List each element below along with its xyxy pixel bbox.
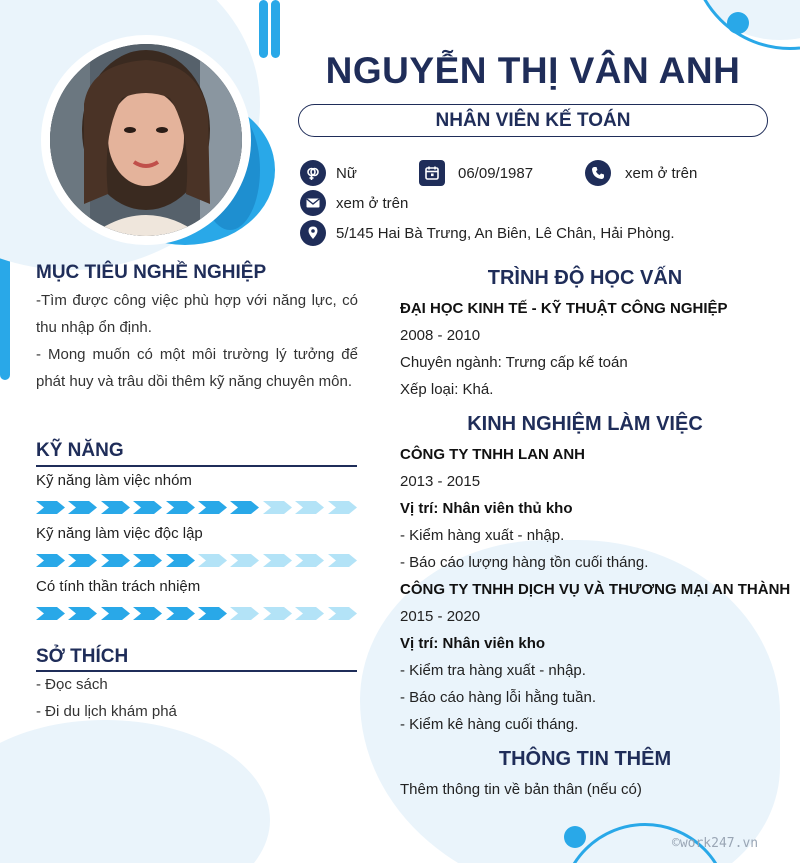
- contact-email: [300, 190, 408, 216]
- section-divider: [36, 465, 357, 467]
- skill-label: Kỹ năng làm việc độc lập: [36, 525, 203, 542]
- rating-arrow-empty: [295, 607, 324, 620]
- contact-address: [300, 220, 675, 246]
- rating-arrow-empty: [198, 554, 227, 567]
- rating-arrow-empty: [328, 501, 357, 514]
- rating-arrow-filled: [230, 501, 259, 514]
- rating-arrow-filled: [133, 501, 162, 514]
- job-period: 2015 - 2020: [400, 608, 481, 625]
- rating-arrow-filled: [68, 501, 97, 514]
- job-task: - Kiểm kê hàng cuối tháng.: [400, 716, 579, 733]
- hobby-item: - Đọc sách: [36, 676, 108, 693]
- gender-value: Nữ: [336, 164, 357, 182]
- rating-arrow-filled: [36, 501, 65, 514]
- section-divider: [36, 670, 357, 672]
- job-position: Vị trí: Nhân viên thủ kho: [400, 500, 573, 517]
- rating-arrow-empty: [263, 501, 292, 514]
- contact-birthday: [419, 160, 533, 186]
- avatar-photo: [50, 44, 242, 236]
- phone-icon: [585, 160, 611, 186]
- skill-label: Có tính thần trách nhiệm: [36, 578, 201, 595]
- rating-arrow-filled: [133, 554, 162, 567]
- objective-line2: - Mong muốn có một môi trường lý tưởng để phát huy và trâu dồi thêm kỹ năng chuyên môn.: [36, 346, 358, 390]
- objective-line1: -Tìm được công việc phù hợp với năng lực, có thu nhập ổn định.: [36, 292, 358, 336]
- rating-arrow-filled: [198, 607, 227, 620]
- decor-dot: [727, 12, 749, 34]
- email-value: xem ở trên: [336, 194, 409, 212]
- skill-rating: [36, 554, 360, 567]
- skill-rating: [36, 607, 360, 620]
- rating-arrow-empty: [295, 554, 324, 567]
- rating-arrow-empty: [263, 607, 292, 620]
- skills-title: KỸ NĂNG: [36, 440, 124, 461]
- phone-value: xem ở trên: [625, 164, 698, 182]
- school-name: ĐẠI HỌC KINH TẾ - KỸ THUẬT CÔNG NGHIỆP: [400, 300, 728, 317]
- candidate-name: NGUYỄN THỊ VÂN ANH: [325, 50, 741, 91]
- rating-arrow-empty: [295, 501, 324, 514]
- education-major: Chuyên ngành: Trưng cấp kế toán: [400, 354, 628, 371]
- watermark: ©work247.vn: [672, 836, 759, 851]
- location-icon: [300, 220, 326, 246]
- rating-arrow-filled: [68, 554, 97, 567]
- decor-dot: [564, 826, 586, 848]
- address-value: 5/145 Hai Bà Trưng, An Biên, Lê Chân, Hải Phòng.: [336, 224, 675, 242]
- decor-bar: [271, 0, 280, 58]
- rating-arrow-filled: [166, 607, 195, 620]
- rating-arrow-empty: [230, 607, 259, 620]
- job-position: Vị trí: Nhân viên kho: [400, 635, 546, 652]
- rating-arrow-filled: [101, 501, 130, 514]
- rating-arrow-filled: [166, 554, 195, 567]
- job-task: - Báo cáo hàng lỗi hằng tuần.: [400, 689, 596, 706]
- job-task: - Kiểm tra hàng xuất - nhập.: [400, 662, 586, 679]
- education-rank: Xếp loại: Khá.: [400, 381, 494, 398]
- contact-gender: [300, 160, 357, 186]
- rating-arrow-empty: [230, 554, 259, 567]
- additional-title: THÔNG TIN THÊM: [498, 748, 672, 770]
- rating-arrow-empty: [328, 607, 357, 620]
- avatar: [41, 35, 251, 245]
- education-period: 2008 - 2010: [400, 327, 481, 344]
- job-task: - Báo cáo lượng hàng tồn cuối tháng.: [400, 554, 649, 571]
- email-icon: [300, 190, 326, 216]
- bg-blob: [0, 720, 270, 863]
- decor-bar: [259, 0, 268, 58]
- job-task: - Kiểm hàng xuất - nhập.: [400, 527, 565, 544]
- rating-arrow-empty: [263, 554, 292, 567]
- experience-title: KINH NGHIỆM LÀM VIỆC: [467, 413, 703, 435]
- skill-rating: [36, 501, 360, 514]
- rating-arrow-filled: [36, 607, 65, 620]
- contact-phone: [585, 160, 697, 186]
- hobby-item: - Đi du lịch khám phá: [36, 703, 177, 720]
- rating-arrow-filled: [198, 501, 227, 514]
- job-period: 2013 - 2015: [400, 473, 481, 490]
- calendar-icon: [419, 160, 445, 186]
- job-title: NHÂN VIÊN KẾ TOÁN: [298, 104, 768, 137]
- objective-title: MỤC TIÊU NGHỀ NGHIỆP: [36, 262, 267, 283]
- additional-text: Thêm thông tin về bản thân (nếu có): [400, 781, 642, 798]
- company-name: CÔNG TY TNHH LAN ANH: [400, 446, 585, 463]
- rating-arrow-filled: [36, 554, 65, 567]
- rating-arrow-filled: [166, 501, 195, 514]
- gender-icon: [300, 160, 326, 186]
- rating-arrow-filled: [101, 607, 130, 620]
- hobbies-title: SỞ THÍCH: [36, 646, 129, 667]
- skill-label: Kỹ năng làm việc nhóm: [36, 472, 192, 489]
- education-title: TRÌNH ĐỘ HỌC VẤN: [487, 267, 683, 289]
- rating-arrow-empty: [328, 554, 357, 567]
- company-name: CÔNG TY TNHH DỊCH VỤ VÀ THƯƠNG MẠI AN THÀNH: [400, 581, 791, 598]
- rating-arrow-filled: [101, 554, 130, 567]
- rating-arrow-filled: [68, 607, 97, 620]
- birthday-value: 06/09/1987: [458, 164, 534, 182]
- rating-arrow-filled: [133, 607, 162, 620]
